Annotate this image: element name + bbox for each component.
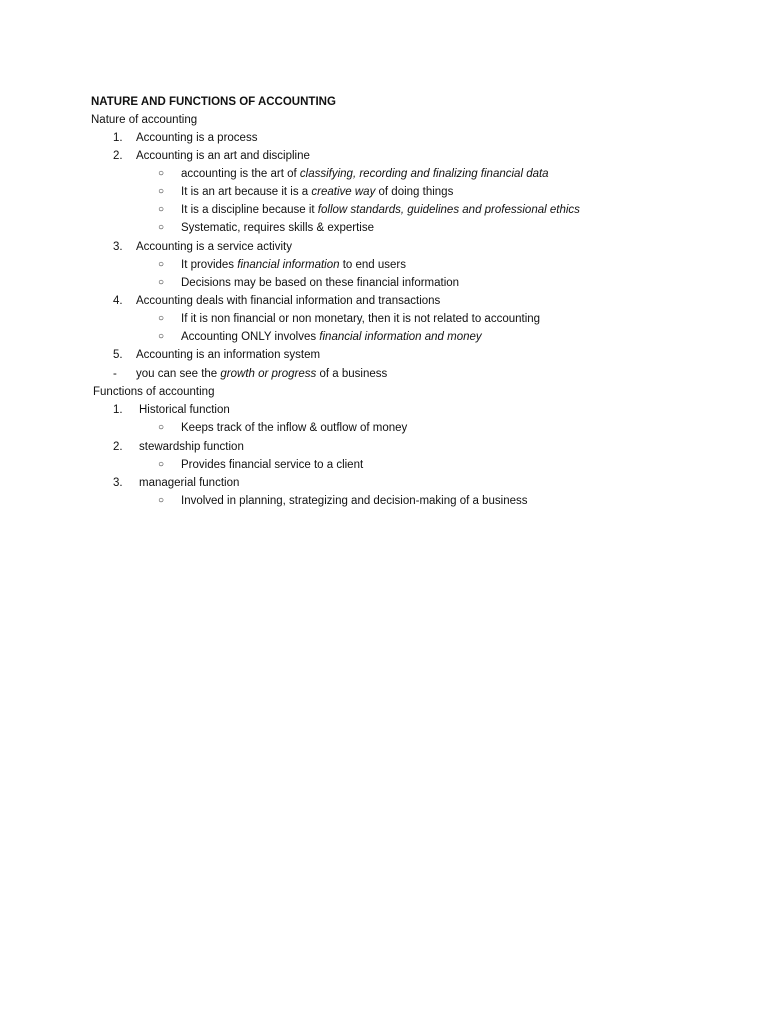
list-marker: 2. [113,150,123,162]
list-item: Accounting is an information system [136,349,321,361]
list-marker: 4. [113,295,123,307]
bullet-icon: ○ [158,277,165,288]
list-item: Accounting is a process [136,132,258,144]
bullet-icon: ○ [158,186,165,197]
bullet-icon: ○ [158,168,165,179]
list-item: Accounting is an art and discipline [136,150,310,162]
list-item: Historical function [139,404,230,416]
list-marker: 2. [113,441,123,453]
bullet-icon: ○ [158,313,165,324]
sub-list-item: It is an art because it is a creative way of doing things [181,186,454,198]
list-item: Accounting deals with financial information and transactions [136,295,441,307]
section-heading-nature: Nature of accounting [91,114,198,126]
sub-list-item: Accounting ONLY involves financial information and money [181,331,482,343]
sub-list-item: It is a discipline because it follow standards, guidelines and professional ethics [181,204,580,216]
sub-list-item: Provides financial service to a client [181,459,364,471]
list-marker: 1. [113,404,123,416]
sub-list-item: Systematic, requires skills & expertise [181,222,375,234]
list-marker: 1. [113,132,123,144]
bullet-icon: ○ [158,459,165,470]
list-item: managerial function [139,477,240,489]
bullet-icon: ○ [158,495,165,506]
bullet-icon: ○ [158,422,165,433]
list-marker: 3. [113,477,123,489]
sub-list-item: Decisions may be based on these financial information [181,277,460,289]
list-marker: 3. [113,241,123,253]
list-item: stewardship function [139,441,244,453]
dash-marker: - [113,368,117,380]
document-title: NATURE AND FUNCTIONS OF ACCOUNTING [91,96,336,108]
bullet-icon: ○ [158,331,165,342]
bullet-icon: ○ [158,204,165,215]
bullet-icon: ○ [158,259,165,270]
bullet-icon: ○ [158,222,165,233]
sub-list-item: It provides financial information to end users [181,259,407,271]
sub-list-item: If it is non financial or non monetary, then it is not related to accounting [181,313,541,325]
sub-list-item: accounting is the art of classifying, recording and finalizing financial data [181,168,549,180]
sub-list-item: Involved in planning, strategizing and decision-making of a business [181,495,528,507]
list-item: Accounting is a service activity [136,241,292,253]
dash-list-item: you can see the growth or progress of a business [136,368,388,380]
section-heading-functions: Functions of accounting [93,386,215,398]
sub-list-item: Keeps track of the inflow & outflow of money [181,422,408,434]
list-marker: 5. [113,349,123,361]
